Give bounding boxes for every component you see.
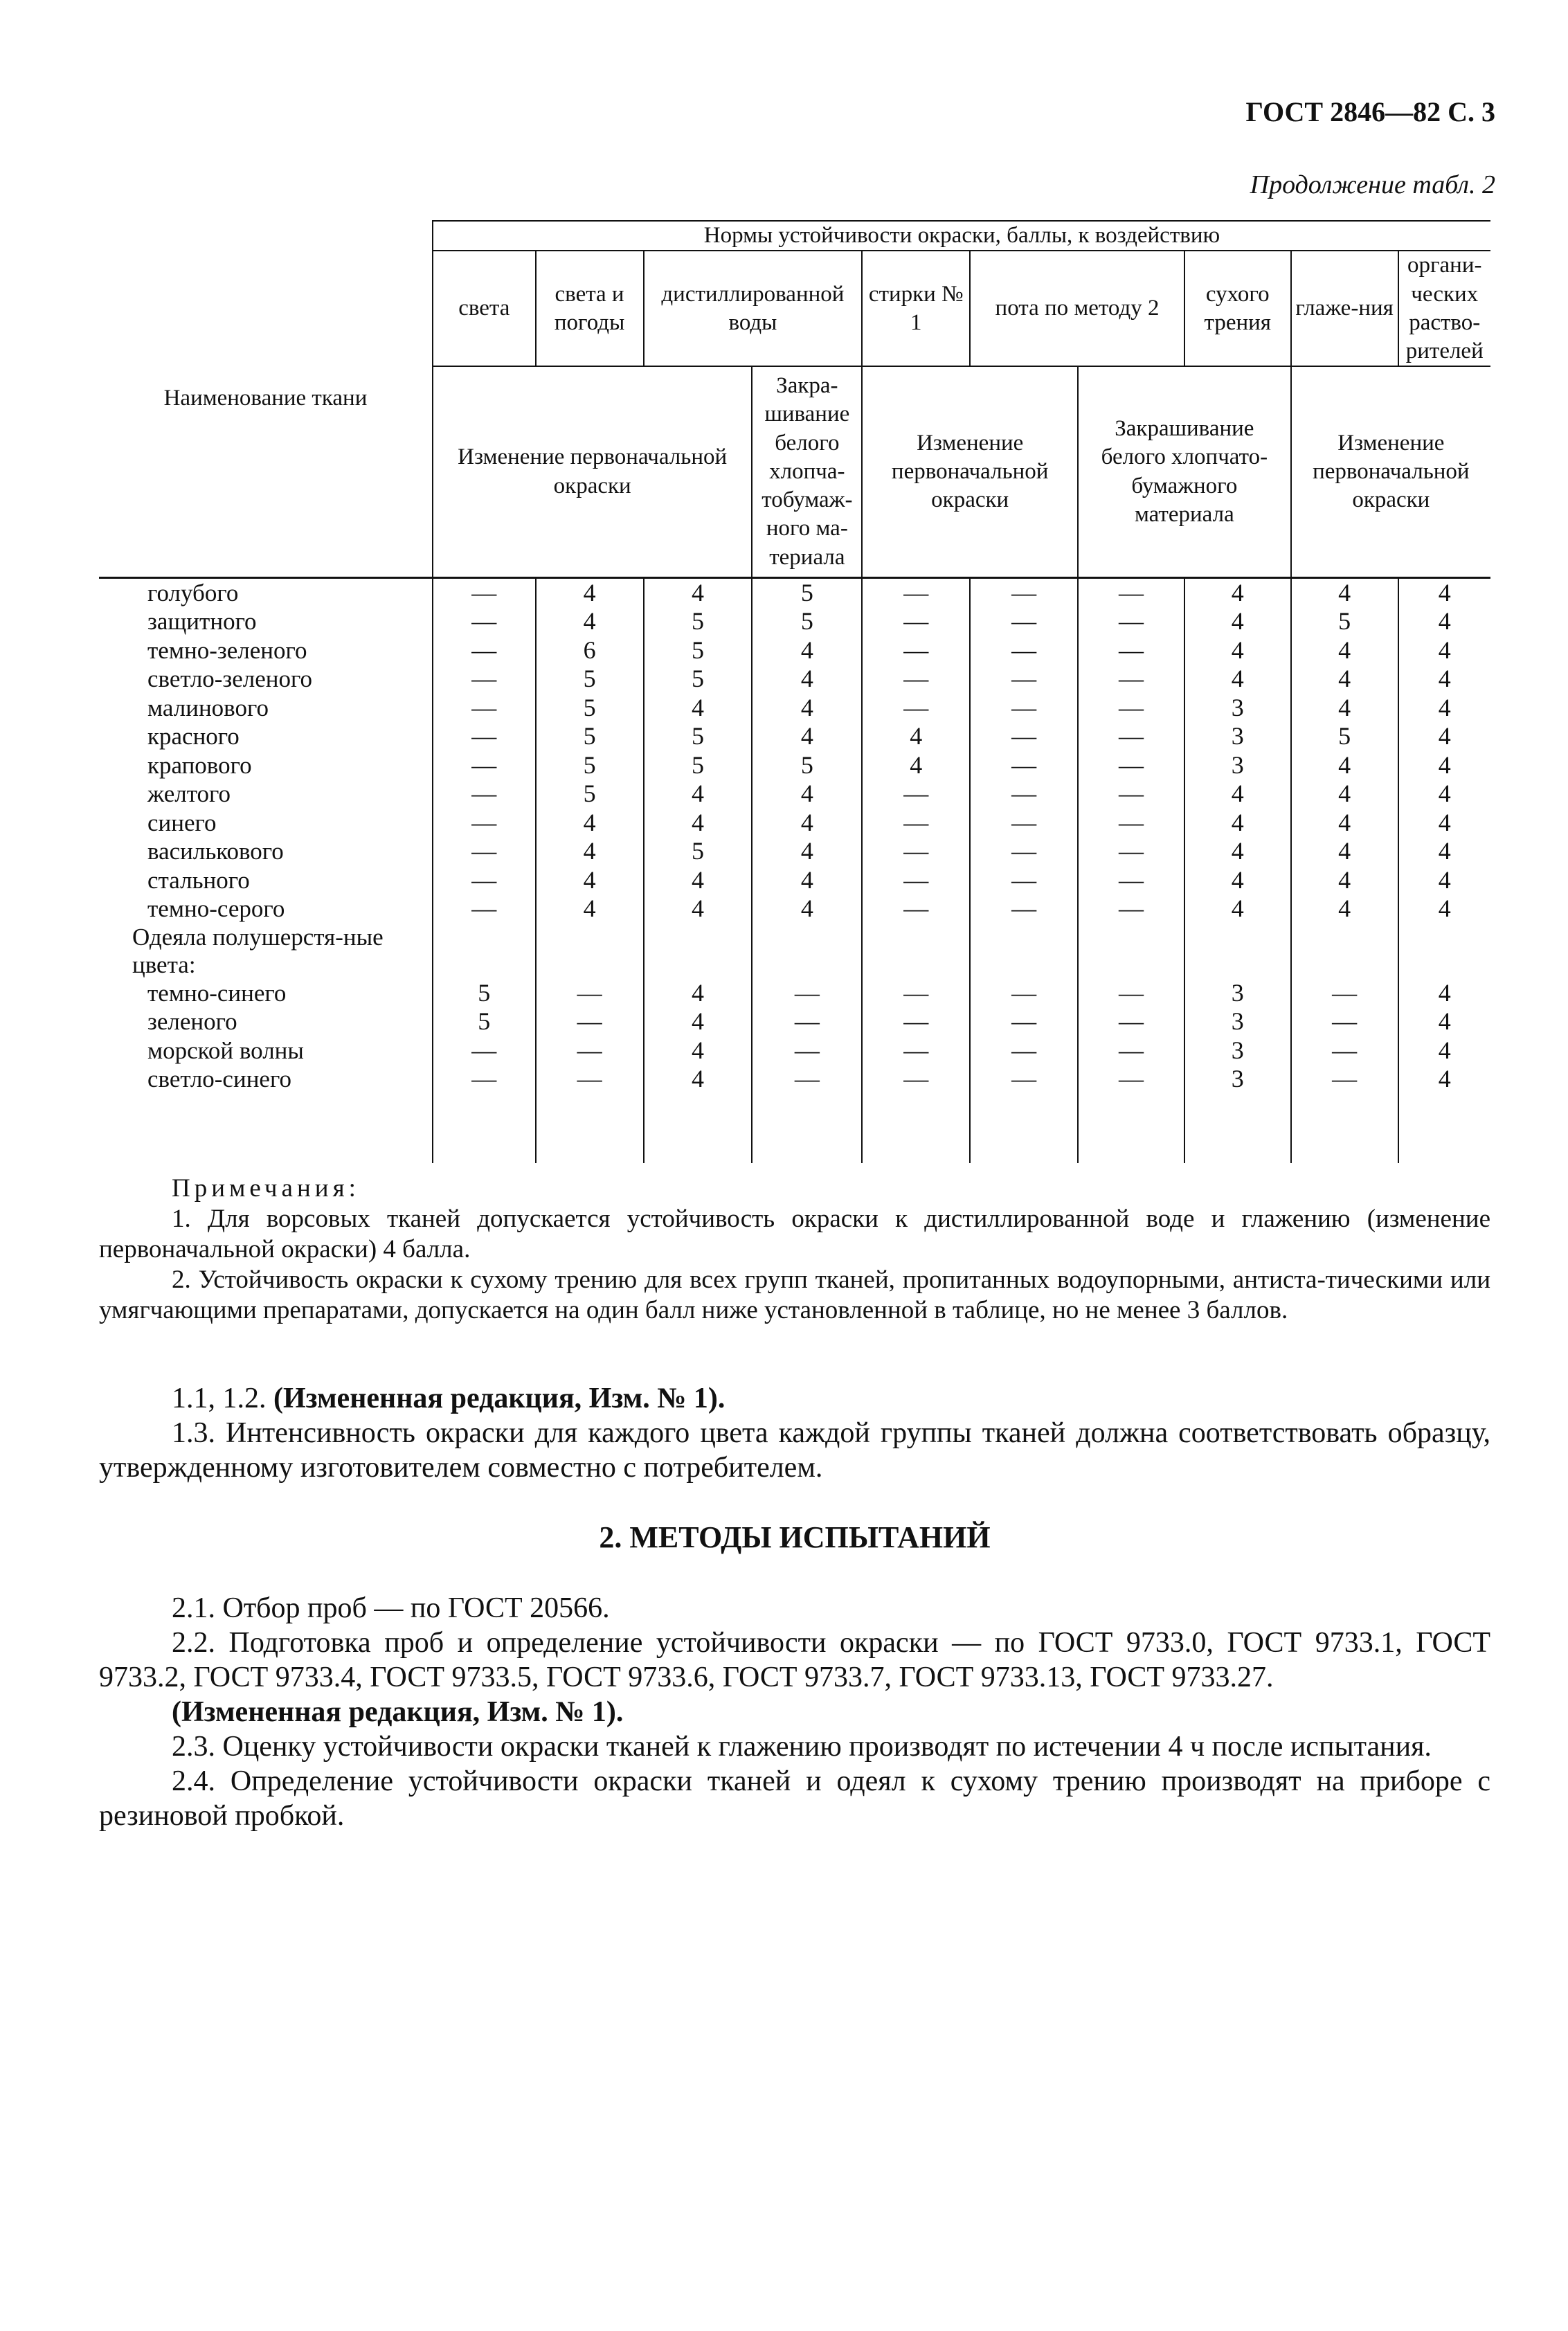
col-distilled-water: дистиллированной воды <box>644 251 863 366</box>
fabric-color-name: зеленого <box>147 1008 237 1036</box>
rating-cell: — <box>752 1065 862 1094</box>
note-2: 2. Устойчивость окраски к сухому трению для всех групп тканей, пропитанных водоупорными, антиста-тическими или умягчающими препаратами, допускается на один балл ниже установленной в таблице, но не менее 3 баллов. <box>99 1266 1490 1324</box>
sub-change-3: Изменение первоначальной окраски <box>1291 366 1490 577</box>
rating-cell: — <box>536 1036 644 1065</box>
rating-cell: 4 <box>1398 894 1491 924</box>
rating-cell: — <box>970 1036 1078 1065</box>
rating-cell: — <box>752 979 862 1008</box>
rating-cell: 5 <box>433 979 536 1008</box>
rating-cell: 5 <box>752 607 862 636</box>
rating-cell: 4 <box>1291 694 1398 723</box>
rating-cell: 4 <box>644 809 753 838</box>
rating-cell: 5 <box>644 751 753 780</box>
fabric-color-name: желтого <box>147 780 231 808</box>
rating-cell: — <box>1078 979 1184 1008</box>
rating-cell: — <box>970 607 1078 636</box>
rating-cell: 4 <box>644 979 753 1008</box>
rating-cell: 4 <box>644 1007 753 1036</box>
rating-cell: 4 <box>1398 837 1491 866</box>
rating-cell: 4 <box>1398 1007 1491 1036</box>
rating-cell: — <box>1078 751 1184 780</box>
rating-cell: 4 <box>1184 607 1291 636</box>
rating-cell: — <box>1078 1065 1184 1094</box>
rating-cell: 4 <box>1291 636 1398 665</box>
col-wash: стирки № 1 <box>862 251 970 366</box>
sub-change-2: Изменение первоначальной окраски <box>862 366 1078 577</box>
clause-2-1: 2.1. Отбор проб — по ГОСТ 20566. <box>172 1592 610 1624</box>
rating-cell: 4 <box>1398 636 1491 665</box>
rating-cell: — <box>970 837 1078 866</box>
fabric-color-name: стального <box>147 866 250 894</box>
rating-cell: — <box>536 979 644 1008</box>
clause-1-3: 1.3. Интенсивность окраски для каждого цвета каждой группы тканей должна соответствовать образцу, утвержденному изготовителем совместно с потребителем. <box>99 1417 1490 1484</box>
clause-2-2: 2.2. Подготовка проб и определение устойчивости окраски — по ГОСТ 9733.0, ГОСТ 9733.1, ГОСТ 9733.2, ГОСТ 9733.4, ГОСТ 9733.5, ГОСТ 9733.6, ГОСТ 9733.7, ГОСТ 9733.13, ГОСТ 9733.27. <box>99 1627 1490 1693</box>
rating-cell: — <box>1078 780 1184 809</box>
rating-cell: 5 <box>536 751 644 780</box>
rating-cell: 4 <box>1184 780 1291 809</box>
rating-cell: 4 <box>1291 577 1398 607</box>
rating-cell: — <box>433 780 536 809</box>
fabric-color-name: голубого <box>147 579 239 606</box>
rating-cell: 5 <box>644 665 753 694</box>
fabric-color-name: красного <box>147 723 240 750</box>
rating-cell: 4 <box>1398 979 1491 1008</box>
rating-cell: 5 <box>644 722 753 751</box>
header-group: Нормы устойчивости окраски, баллы, к воздействию <box>433 221 1490 251</box>
rating-cell: 4 <box>1291 780 1398 809</box>
amendment-note-1: (Измененная редакция, Изм. № 1). <box>273 1383 726 1414</box>
rating-cell: — <box>433 837 536 866</box>
rating-cell: 4 <box>1291 837 1398 866</box>
rating-cell: 4 <box>752 665 862 694</box>
clause-2-4: 2.4. Определение устойчивости окраски тканей и одеял к сухому трению производят на приборе с резиновой пробкой. <box>99 1765 1490 1832</box>
rating-cell: 4 <box>1291 894 1398 924</box>
rating-cell: 3 <box>1184 979 1291 1008</box>
rating-cell: 3 <box>1184 722 1291 751</box>
rating-cell: — <box>970 751 1078 780</box>
rating-cell: 4 <box>644 866 753 895</box>
rating-cell: — <box>433 809 536 838</box>
clause-2-3: 2.3. Оценку устойчивости окраски тканей к глажению производят по истечении 4 ч после испытания. <box>172 1731 1432 1763</box>
rating-cell: — <box>862 577 970 607</box>
rating-cell: — <box>970 809 1078 838</box>
rating-cell: — <box>1078 866 1184 895</box>
fabric-color-name: морской волны <box>147 1036 304 1064</box>
rating-cell: — <box>433 1065 536 1094</box>
rating-cell: 4 <box>536 894 644 924</box>
fabric-color-name: светло-синего <box>147 1065 291 1093</box>
rating-cell: 4 <box>752 866 862 895</box>
rating-cell: — <box>433 665 536 694</box>
notes <box>99 1173 1490 1326</box>
rating-cell: 4 <box>536 809 644 838</box>
notes-title: Примечания: <box>172 1174 360 1203</box>
rating-cell: 4 <box>1184 866 1291 895</box>
table-row <box>99 894 1490 924</box>
rating-cell: — <box>433 607 536 636</box>
rating-cell: — <box>970 665 1078 694</box>
rating-cell: — <box>1078 809 1184 838</box>
rating-cell: — <box>862 780 970 809</box>
table-row <box>99 636 1490 665</box>
rating-cell: — <box>862 809 970 838</box>
sub-staining-2: Закрашивание белого хлопчато-бумажного материала <box>1078 366 1291 577</box>
rating-cell: — <box>862 694 970 723</box>
fabric-color-name: светло-зеленого <box>147 665 313 693</box>
fabric-color-name: крапового <box>147 751 252 779</box>
col-light-weather: света и погоды <box>536 251 644 366</box>
rating-cell: 5 <box>644 837 753 866</box>
rating-cell: 4 <box>1398 665 1491 694</box>
rating-cell: — <box>433 1036 536 1065</box>
fastness-table <box>99 220 1490 1163</box>
rating-cell: — <box>970 894 1078 924</box>
rating-cell: 5 <box>536 722 644 751</box>
rating-cell: 4 <box>752 809 862 838</box>
rating-cell: — <box>970 780 1078 809</box>
rating-cell: — <box>433 577 536 607</box>
rating-cell: — <box>433 866 536 895</box>
rating-cell: 4 <box>1184 837 1291 866</box>
rating-cell: 4 <box>644 577 753 607</box>
rating-cell: — <box>433 894 536 924</box>
table-row <box>99 780 1490 809</box>
rating-cell: — <box>970 722 1078 751</box>
rating-cell: — <box>862 894 970 924</box>
table-row <box>99 809 1490 838</box>
table-row <box>99 694 1490 723</box>
rating-cell: 5 <box>1291 607 1398 636</box>
table-row <box>99 607 1490 636</box>
rating-cell: 4 <box>1291 665 1398 694</box>
rating-cell: — <box>970 979 1078 1008</box>
table-row <box>99 866 1490 895</box>
col-solvents: органи-ческих раство-рителей <box>1398 251 1491 366</box>
rating-cell: 5 <box>752 751 862 780</box>
rating-cell: — <box>970 1007 1078 1036</box>
rating-cell: 4 <box>1184 894 1291 924</box>
table-row <box>99 722 1490 751</box>
rating-cell: 4 <box>536 837 644 866</box>
col-dry-rubbing: сухого трения <box>1184 251 1291 366</box>
rating-cell: 4 <box>1398 722 1491 751</box>
rating-cell: 4 <box>1184 577 1291 607</box>
rating-cell: — <box>1078 894 1184 924</box>
rating-cell: 3 <box>1184 1065 1291 1094</box>
rating-cell: 4 <box>644 694 753 723</box>
rating-cell: 5 <box>536 780 644 809</box>
rating-cell: 4 <box>644 780 753 809</box>
table-row <box>99 1065 1490 1094</box>
rating-cell: — <box>970 866 1078 895</box>
note-1: 1. Для ворсовых тканей допускается устойчивость окраски к дистиллированной воде и глажению (изменение первоначальной окраски) 4 балла. <box>99 1205 1490 1263</box>
rating-cell: — <box>536 1065 644 1094</box>
rating-cell: — <box>862 837 970 866</box>
rating-cell: — <box>862 1036 970 1065</box>
table-row <box>99 837 1490 866</box>
rating-cell: — <box>433 722 536 751</box>
rating-cell: — <box>862 1065 970 1094</box>
fabric-color-name: защитного <box>147 608 257 636</box>
rating-cell: — <box>862 979 970 1008</box>
table-row <box>99 979 1490 1008</box>
rating-cell: 4 <box>1398 866 1491 895</box>
rating-cell: 4 <box>752 694 862 723</box>
rating-cell: 4 <box>862 722 970 751</box>
sub-change-1: Изменение первоначальной окраски <box>433 366 752 577</box>
rating-cell: 4 <box>1184 809 1291 838</box>
table-row <box>99 1036 1490 1065</box>
rating-cell: — <box>1078 722 1184 751</box>
rating-cell: 5 <box>536 694 644 723</box>
rating-cell: 4 <box>536 607 644 636</box>
rating-cell: — <box>862 665 970 694</box>
rating-cell: — <box>1078 694 1184 723</box>
rating-cell: 4 <box>644 1036 753 1065</box>
rating-cell: 4 <box>1291 751 1398 780</box>
sub-staining-1: Закра-шивание белого хлопча-тобумаж-ного ма-териала <box>752 366 862 577</box>
rating-cell: 5 <box>752 577 862 607</box>
table-continuation-label: Продолжение табл. 2 <box>1250 170 1495 199</box>
rating-cell: — <box>433 636 536 665</box>
rating-cell: — <box>1291 1007 1398 1036</box>
rating-cell: — <box>862 636 970 665</box>
rating-cell: 4 <box>752 636 862 665</box>
rating-cell: — <box>752 1036 862 1065</box>
table-row <box>99 577 1490 607</box>
table-row <box>99 751 1490 780</box>
rating-cell: 3 <box>1184 694 1291 723</box>
rating-cell: 4 <box>752 722 862 751</box>
rating-cell: — <box>1291 979 1398 1008</box>
rating-cell: 4 <box>752 837 862 866</box>
rating-cell: 4 <box>1398 1036 1491 1065</box>
rating-cell: 4 <box>536 866 644 895</box>
clause-1-1 <box>99 1381 1490 1485</box>
rating-cell: 4 <box>1398 694 1491 723</box>
rating-cell: 4 <box>862 751 970 780</box>
rating-cell: — <box>1291 1036 1398 1065</box>
rating-cell: 6 <box>536 636 644 665</box>
col-ironing: глаже-ния <box>1291 251 1398 366</box>
rating-cell: 4 <box>752 780 862 809</box>
rating-cell: 4 <box>752 894 862 924</box>
table-row <box>99 1007 1490 1036</box>
fabric-color-name: темно-серого <box>147 895 285 923</box>
rating-cell: — <box>1078 1007 1184 1036</box>
rating-cell: — <box>1078 837 1184 866</box>
rating-cell: 4 <box>1291 866 1398 895</box>
fabric-color-name: темно-синего <box>147 979 287 1007</box>
rating-cell: — <box>1078 636 1184 665</box>
rating-cell: — <box>433 694 536 723</box>
rating-cell: — <box>1078 1036 1184 1065</box>
table-row <box>99 665 1490 694</box>
rating-cell: 3 <box>1184 751 1291 780</box>
rating-cell: 4 <box>1291 809 1398 838</box>
rating-cell: — <box>752 1007 862 1036</box>
amendment-note-2: (Измененная редакция, Изм. № 1). <box>172 1696 624 1728</box>
rating-cell: 5 <box>536 665 644 694</box>
rating-cell: 4 <box>1398 577 1491 607</box>
group-label: Одеяла полушерстя-ные цвета: <box>132 923 384 978</box>
rating-cell: 4 <box>1184 665 1291 694</box>
rating-cell: 4 <box>1398 751 1491 780</box>
rating-cell: 5 <box>644 607 753 636</box>
rating-cell: 4 <box>1398 809 1491 838</box>
rating-cell: — <box>970 694 1078 723</box>
col-sweat: пота по методу 2 <box>970 251 1184 366</box>
rating-cell: — <box>862 607 970 636</box>
rating-cell: 4 <box>1398 780 1491 809</box>
rating-cell: — <box>1078 665 1184 694</box>
section-2-body <box>99 1591 1490 1833</box>
fabric-color-name: синего <box>147 809 217 836</box>
header-fabric-name: Наименование ткани <box>99 221 433 577</box>
rating-cell: 4 <box>1398 1065 1491 1094</box>
clause-1-1-number: 1.1, 1.2. <box>172 1383 267 1414</box>
rating-cell: — <box>536 1007 644 1036</box>
rating-cell: 4 <box>1184 636 1291 665</box>
rating-cell: — <box>1078 607 1184 636</box>
rating-cell: 5 <box>1291 722 1398 751</box>
rating-cell: — <box>970 636 1078 665</box>
rating-cell: — <box>862 1007 970 1036</box>
rating-cell: — <box>433 751 536 780</box>
rating-cell: 5 <box>433 1007 536 1036</box>
col-light: света <box>433 251 536 366</box>
fabric-color-name: малинового <box>147 694 269 721</box>
rating-cell: 4 <box>644 894 753 924</box>
fabric-color-name: темно-зеленого <box>147 636 307 664</box>
rating-cell: 4 <box>644 1065 753 1094</box>
rating-cell: 5 <box>644 636 753 665</box>
rating-cell: — <box>1078 577 1184 607</box>
rating-cell: — <box>970 577 1078 607</box>
rating-cell: 3 <box>1184 1007 1291 1036</box>
fabric-color-name: василькового <box>147 838 284 865</box>
rating-cell: 4 <box>536 577 644 607</box>
rating-cell: — <box>970 1065 1078 1094</box>
page-header: ГОСТ 2846—82 С. 3 <box>1245 96 1495 127</box>
rating-cell: — <box>1291 1065 1398 1094</box>
rating-cell: 3 <box>1184 1036 1291 1065</box>
rating-cell: 4 <box>1398 607 1491 636</box>
rating-cell: — <box>862 866 970 895</box>
section-title: 2. МЕТОДЫ ИСПЫТАНИЙ <box>599 1520 991 1554</box>
